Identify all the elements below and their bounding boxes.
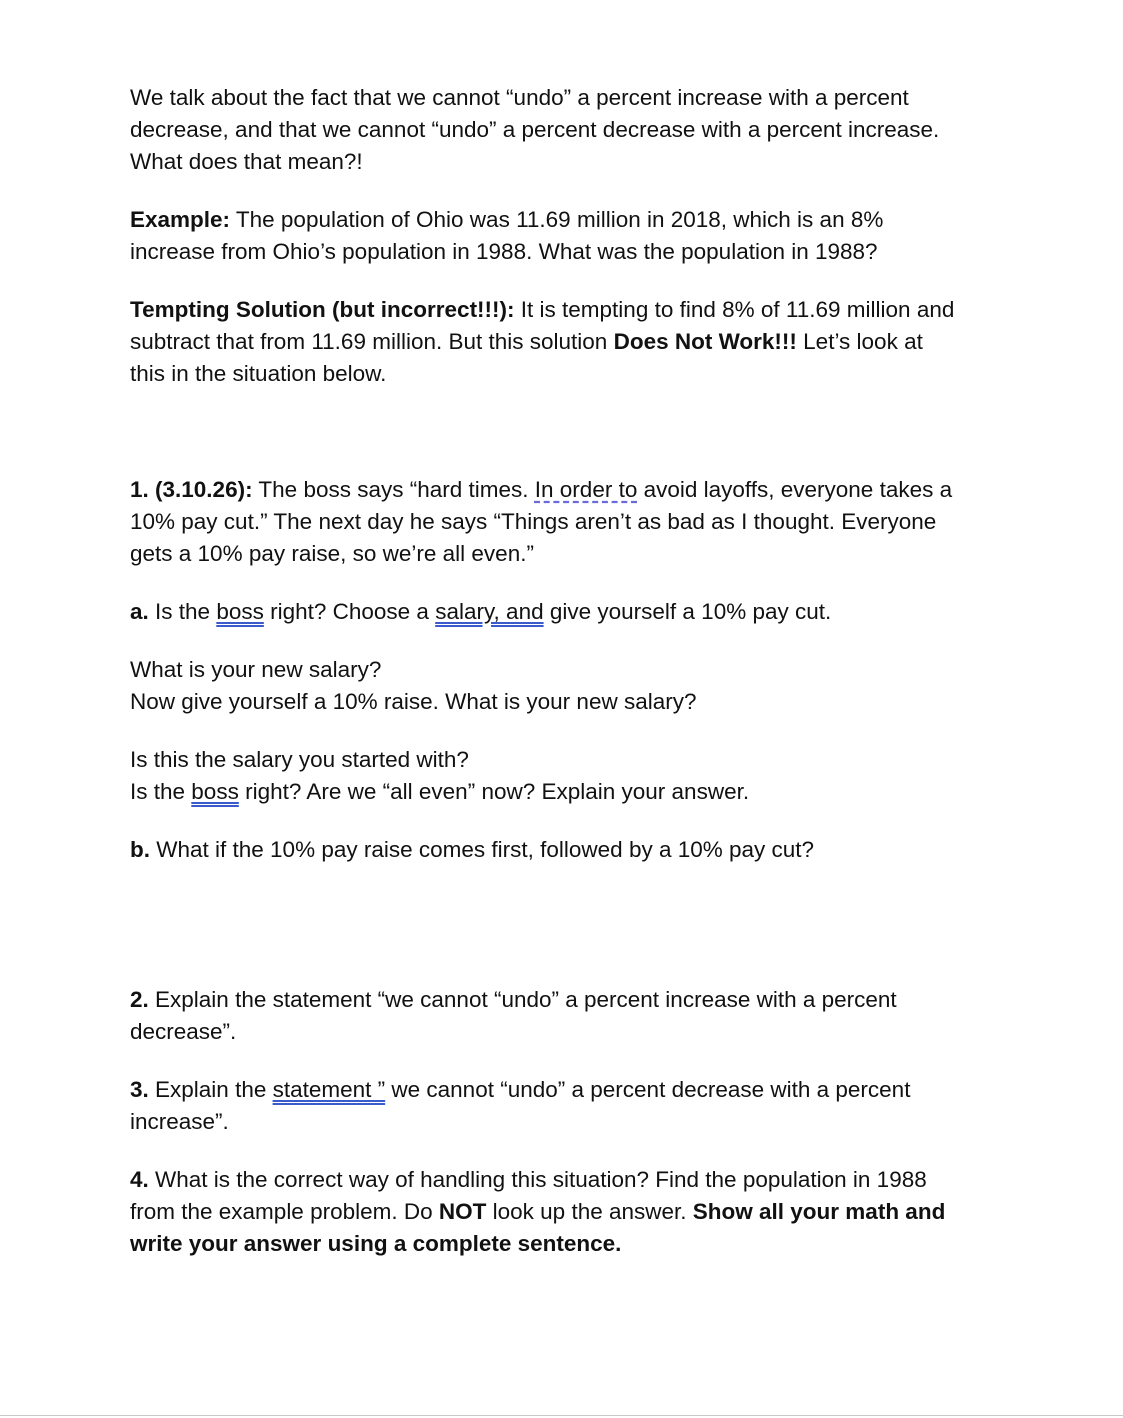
boss-right-text-b: right? Are we “all even” now? Explain your answer. bbox=[238, 779, 750, 804]
question-1-line-2: 10% pay cut.” The next day he says “Things aren’t as bad as I thought. Everyone bbox=[130, 509, 937, 534]
grammar-flag-in-order-to[interactable]: In order to bbox=[534, 477, 638, 502]
started-with-question: Is this the salary you started with? bbox=[130, 747, 469, 772]
question-1-line-1a: The boss says “hard times. bbox=[252, 477, 535, 502]
grammar-flag-boss[interactable]: boss bbox=[216, 599, 264, 624]
raise-question: Now give yourself a 10% raise. What is your new salary? bbox=[130, 689, 697, 714]
grammar-flag-boss-2[interactable]: boss bbox=[191, 779, 239, 804]
document-page bbox=[130, 82, 1010, 1260]
example-line-2: increase from Ohio’s population in 1988. What was the population in 1988? bbox=[130, 239, 878, 264]
question-1a-label: a. bbox=[130, 599, 149, 624]
tempting-line-2a: subtract that from 11.69 million. But this solution bbox=[130, 329, 614, 354]
intro-line-2: decrease, and that we cannot “undo” a percent decrease with a percent increase. bbox=[130, 117, 940, 142]
question-3-paragraph bbox=[130, 1074, 1010, 1138]
question-1-label: 1. (3.10.26): bbox=[130, 477, 253, 502]
grammar-flag-salary-and[interactable]: salary, and bbox=[435, 599, 544, 624]
question-1-line-3: gets a 10% pay raise, so we’re all even.” bbox=[130, 541, 534, 566]
intro-line-3: What does that mean?! bbox=[130, 149, 363, 174]
tempting-label: Tempting Solution (but incorrect!!!): bbox=[130, 297, 515, 322]
question-3-line-2: increase”. bbox=[130, 1109, 229, 1134]
example-paragraph bbox=[130, 204, 1010, 268]
question-1b-label: b. bbox=[130, 837, 150, 862]
new-salary-paragraph bbox=[130, 654, 1010, 718]
question-3-text-1: Explain the bbox=[148, 1077, 273, 1102]
tempting-paragraph bbox=[130, 294, 1010, 390]
question-4-label: 4. bbox=[130, 1167, 149, 1192]
question-1b-text: What if the 10% pay raise comes first, followed by a 10% pay cut? bbox=[150, 837, 815, 862]
question-2-line-1: Explain the statement “we cannot “undo” a percent increase with a percent bbox=[148, 987, 897, 1012]
tempting-line-1: It is tempting to find 8% of 11.69 million and bbox=[514, 297, 955, 322]
grammar-flag-statement[interactable]: statement ” bbox=[272, 1077, 386, 1102]
started-with-paragraph bbox=[130, 744, 1010, 808]
intro-line-1: We talk about the fact that we cannot “undo” a percent increase with a percent bbox=[130, 85, 909, 110]
tempting-line-3: this in the situation below. bbox=[130, 361, 387, 386]
question-3-text-2: we cannot “undo” a percent decrease with a percent bbox=[385, 1077, 911, 1102]
question-4-line-2a: from the example problem. Do bbox=[130, 1199, 439, 1224]
new-salary-question: What is your new salary? bbox=[130, 657, 382, 682]
boss-right-text-a: Is the bbox=[130, 779, 192, 804]
question-1-line-1b: avoid layoffs, everyone takes a bbox=[637, 477, 953, 502]
question-4-paragraph bbox=[130, 1164, 1010, 1260]
intro-paragraph bbox=[130, 82, 1010, 178]
question-4-show-math: Show all your math and bbox=[692, 1199, 946, 1224]
question-4-line-2b: look up the answer. bbox=[486, 1199, 693, 1224]
question-1a-text-3: give yourself a 10% pay cut. bbox=[543, 599, 832, 624]
question-2-label: 2. bbox=[130, 987, 149, 1012]
question-1b-paragraph bbox=[130, 834, 1010, 866]
question-3-label: 3. bbox=[130, 1077, 149, 1102]
question-2-paragraph bbox=[130, 984, 1010, 1048]
tempting-line-2b: Let’s look at bbox=[796, 329, 923, 354]
question-1a-paragraph bbox=[130, 596, 1010, 628]
example-line-1: The population of Ohio was 11.69 million in 2018, which is an 8% bbox=[230, 207, 884, 232]
question-1-paragraph bbox=[130, 474, 1010, 570]
question-4-line-3: write your answer using a complete sentence. bbox=[130, 1231, 622, 1256]
page-bottom-divider bbox=[0, 1415, 1123, 1416]
question-4-line-1: What is the correct way of handling this situation? Find the population in 1988 bbox=[148, 1167, 927, 1192]
question-1a-text-1: Is the bbox=[148, 599, 217, 624]
question-1a-text-2: right? Choose a bbox=[263, 599, 436, 624]
question-4-not: NOT bbox=[438, 1199, 487, 1224]
does-not-work-text: Does Not Work!!! bbox=[613, 329, 797, 354]
example-label: Example: bbox=[130, 207, 231, 232]
question-2-line-2: decrease”. bbox=[130, 1019, 237, 1044]
